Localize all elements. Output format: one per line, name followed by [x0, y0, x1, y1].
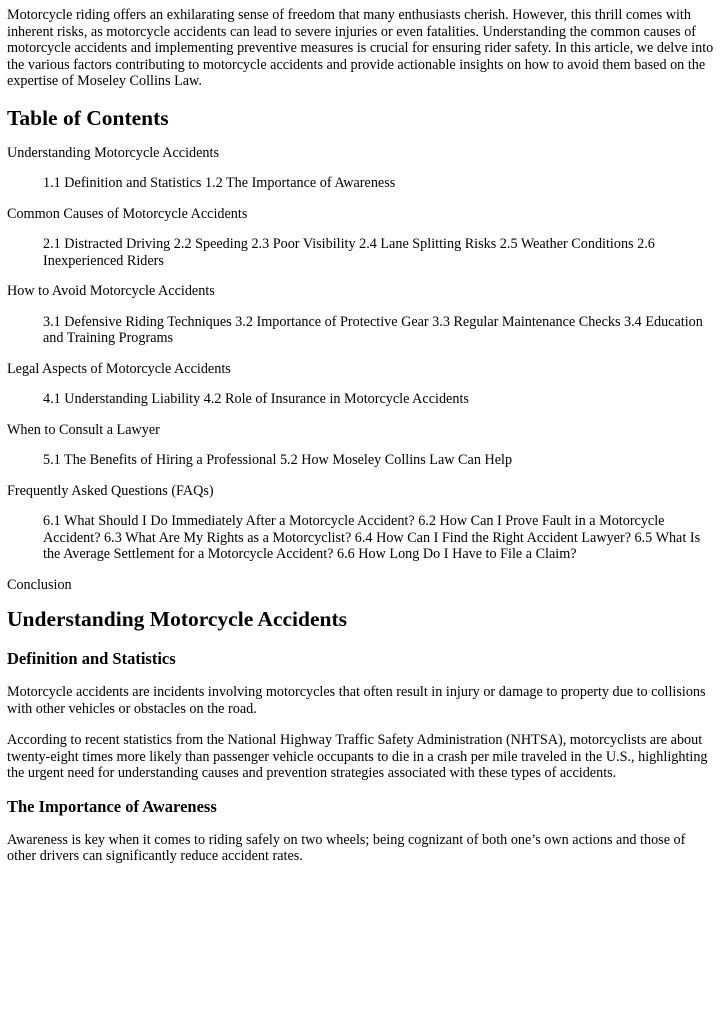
toc-subsections-6: 6.1 What Should I Do Immediately After a Motorcycle Accident? 6.2 How Can I Prove Fault in a Motorcycle Accident? 6.3 What Are My Rights as a Motorcyclist? 6.4 How Can I Find the Right Accident Lawyer? 6.5 What Is the Average Settlement for a Motorcycle Accident? 6.6 How Long Do I Have to File a Claim?: [43, 513, 701, 562]
toc-conclusion: Conclusion: [7, 576, 72, 593]
toc-subsections-3: 3.1 Defensive Riding Techniques 3.2 Importance of Protective Gear 3.3 Regular Maintenance Checks 3.4 Education and Training Programs: [43, 313, 703, 346]
subheading-awareness: The Importance of Awareness: [7, 796, 217, 816]
toc-subsections-5: 5.1 The Benefits of Hiring a Professional 5.2 How Moseley Collins Law Can Help: [43, 452, 513, 468]
toc-section-5: When to Consult a Lawyer: [7, 421, 160, 438]
toc-subsections-4: 4.1 Understanding Liability 4.2 Role of Insurance in Motorcycle Accidents: [43, 391, 469, 407]
toc-section-6: Frequently Asked Questions (FAQs): [7, 482, 214, 499]
section-heading-understanding: Understanding Motorcycle Accidents: [7, 607, 347, 631]
definition-paragraph-2: According to recent statistics from the National Highway Traffic Safety Administration (NHTSA), motorcyclists are about twenty-eight times more likely than passenger vehicle occupants to die in a crash per mile traveled in the U.S., highlighting the urgent need for understanding causes and prevention strategies associated with these types of accidents.: [7, 732, 708, 781]
subheading-definition: Definition and Statistics: [7, 649, 176, 668]
toc-section-2: Common Causes of Motorcycle Accidents: [7, 205, 248, 222]
intro-paragraph: Motorcycle riding offers an exhilarating sense of freedom that many enthusiasts cherish. However, this thrill comes with inherent risks, as motorcycle accidents can lead to severe injuries or even fatalities. Understanding the common causes of motorcycle accidents and implementing preventive measures is crucial for ensuring rider safety. In this article, we delve into the various factors contributing to motorcycle accidents and provide actionable insights on how to avoid them based on the expertise of Moseley Collins Law.: [7, 7, 714, 89]
toc-section-3: How to Avoid Motorcycle Accidents: [7, 283, 215, 299]
toc-subsections-1: 1.1 Definition and Statistics 1.2 The Importance of Awareness: [43, 175, 396, 191]
toc-subsections-2: 2.1 Distracted Driving 2.2 Speeding 2.3 Poor Visibility 2.4 Lane Splitting Risks 2.5 Weather Conditions 2.6 Inexperienced Riders: [43, 236, 655, 269]
toc-section-4: Legal Aspects of Motorcycle Accidents: [7, 360, 231, 377]
definition-paragraph-1: Motorcycle accidents are incidents involving motorcycles that often result in injury or damage to property due to collisions with other vehicles or obstacles on the road.: [7, 684, 706, 717]
toc-heading: Table of Contents: [7, 105, 169, 130]
awareness-paragraph-1: Awareness is key when it comes to riding safely on two wheels; being cognizant of both one’s own actions and those of other drivers can significantly reduce accident rates.: [7, 831, 686, 864]
toc-section-1: Understanding Motorcycle Accidents: [7, 144, 219, 161]
